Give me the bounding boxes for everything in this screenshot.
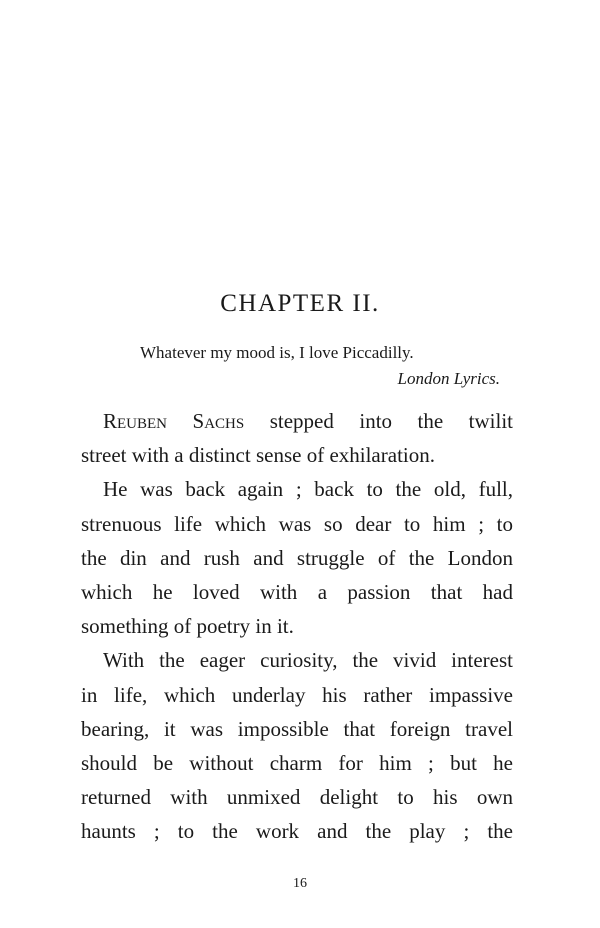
lead-word: Reuben [103, 409, 168, 433]
page-number: 16 [293, 876, 307, 891]
text-line: street with a distinct sense of exhilaration. [81, 443, 435, 468]
epigraph-quote: Whatever my mood is, I love Piccadilly. [140, 343, 414, 362]
body-text [81, 404, 513, 848]
paragraph-2 [81, 472, 513, 643]
epigraph-attribution: London Lyrics. [397, 369, 500, 388]
text-line: should be without charm for him ; but he [81, 750, 513, 775]
paragraph-3 [81, 643, 513, 848]
text-line: haunts ; to the work and the play ; the [81, 819, 513, 844]
text-line: the din and rush and struggle of the London [81, 545, 513, 570]
text-line: in life, which underlay his rather impassive [81, 682, 513, 707]
text-line: which he loved with a passion that had [81, 579, 513, 604]
lead-word: Sachs [192, 409, 245, 433]
text-line: bearing, it was impossible that foreign travel [81, 716, 513, 741]
text-line: strenuous life which was so dear to him ; to [81, 511, 513, 536]
text-line: something of poetry in it. [81, 614, 294, 639]
text-line: He was back again ; back to the old, full, [103, 477, 513, 502]
paragraph-1 [81, 404, 513, 472]
epigraph [140, 340, 500, 392]
text-fragment: stepped into the twilit [244, 409, 514, 433]
text-line [81, 404, 513, 438]
text-line: returned with unmixed delight to his own [81, 785, 513, 810]
text-line: With the eager curiosity, the vivid interest [103, 648, 513, 673]
chapter-title: CHAPTER II. [220, 290, 380, 317]
